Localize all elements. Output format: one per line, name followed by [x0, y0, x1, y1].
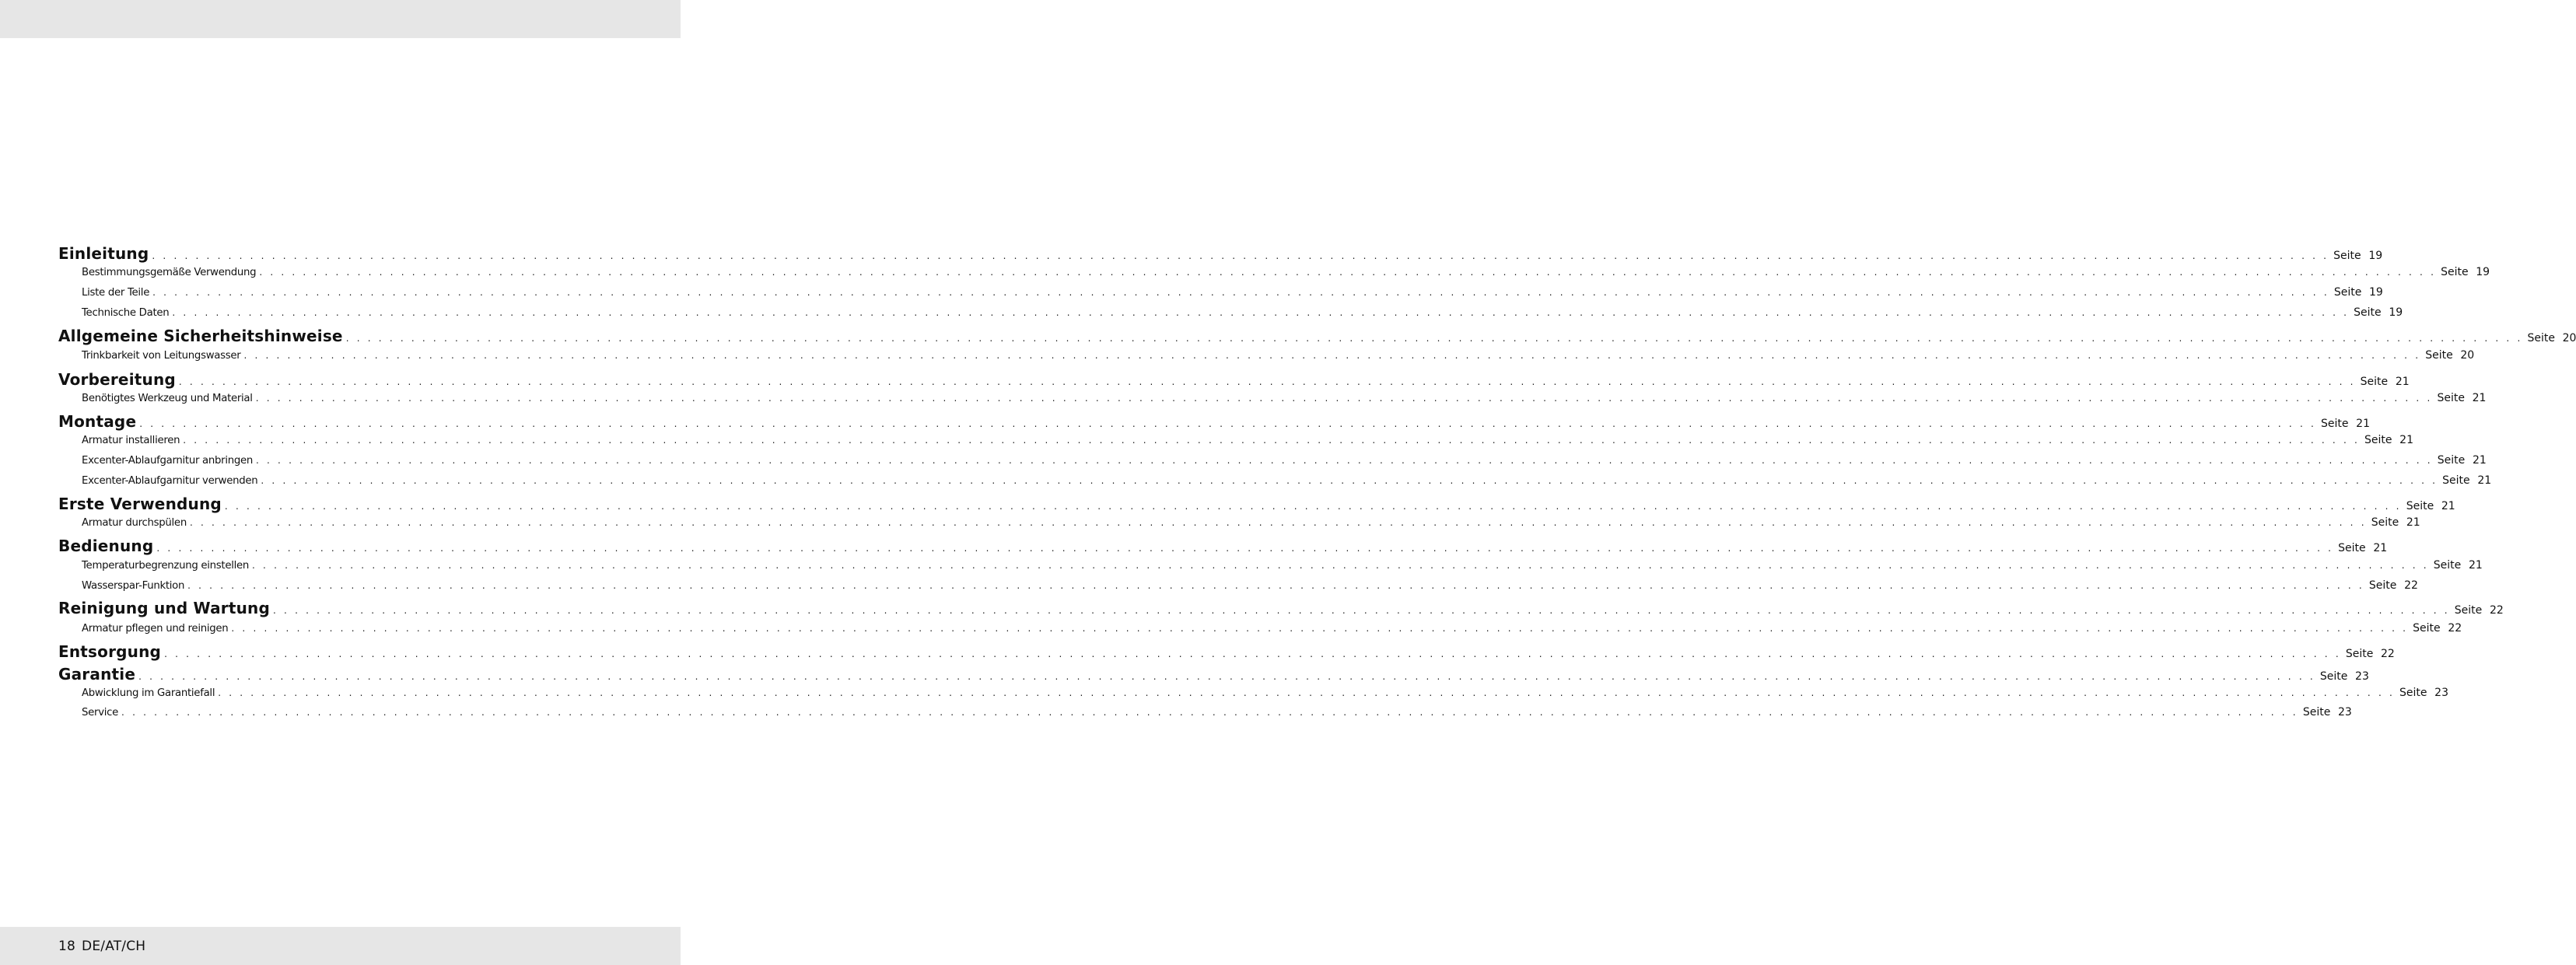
- toc-seite-label: Seite: [2399, 687, 2427, 699]
- toc-seite-label: Seite: [2320, 418, 2349, 430]
- toc-seite-label: Seite: [2354, 306, 2382, 319]
- toc-chapter-entry: [58, 244, 2383, 263]
- toc-section-entry: [82, 349, 2475, 362]
- toc-page-number: 21: [2468, 559, 2483, 572]
- toc-entry-title: Erste Verwendung: [58, 495, 222, 513]
- toc-chapter-entry: [58, 495, 2455, 513]
- dot-leader: . . . . . . . . . . . . . . . . . . . . . . . . . . . . . . . . . . . . . . . . . . . . . . . . . . . . . . . . . . . . . . . . . . . . . . . . . . . . . . . . . . . . . . . . . . . . . . . . . . . . . . . . . . . . . . . . . . . . . . . . . . . . . . . . . . . . . . . . . . . . . . . . . . . . . . . . . . . . . . . . . . . . . . . . . . . . . . . . . . . . . . . . . . . . . . . . . . . . . . . .: [231, 623, 2409, 634]
- toc-entry-title: Abwicklung im Garantiefall: [82, 687, 215, 699]
- toc-page-number: 21: [2356, 418, 2370, 430]
- toc-section-entry: [82, 474, 2492, 487]
- dot-leader: . . . . . . . . . . . . . . . . . . . . . . . . . . . . . . . . . . . . . . . . . . . . . . . . . . . . . . . . . . . . . . . . . . . . . . . . . . . . . . . . . . . . . . . . . . . . . . . . . . . . . . . . . . . . . . . . . . . . . . . . . . . . . . . . . . . . . . . . . . . . . . . . . . . . . . . . . . . . . . . . . . . . . . . . . . . . . . . . . . . . . . . . . . . . . . . . . . . . . . . .: [273, 605, 2450, 616]
- footer-page-number: 18: [58, 939, 76, 954]
- toc-entry-title: Armatur durchspülen: [82, 517, 187, 529]
- toc-entry-title: Garantie: [58, 665, 136, 684]
- toc-page-number: 23: [2434, 687, 2448, 699]
- dot-leader: . . . . . . . . . . . . . . . . . . . . . . . . . . . . . . . . . . . . . . . . . . . . . . . . . . . . . . . . . . . . . . . . . . . . . . . . . . . . . . . . . . . . . . . . . . . . . . . . . . . . . . . . . . . . . . . . . . . . . . . . . . . . . . . . . . . . . . . . . . . . . . . . . . . . . . . . . . . . . . . . . . . . . . . . . . . . . . . . . . . . . . . . . . . . . . . . . . . . . . . .: [255, 393, 2433, 404]
- toc-seite-label: Seite: [2345, 648, 2374, 660]
- toc-page-number: 19: [2476, 266, 2490, 278]
- dot-leader: . . . . . . . . . . . . . . . . . . . . . . . . . . . . . . . . . . . . . . . . . . . . . . . . . . . . . . . . . . . . . . . . . . . . . . . . . . . . . . . . . . . . . . . . . . . . . . . . . . . . . . . . . . . . . . . . . . . . . . . . . . . . . . . . . . . . . . . . . . . . . . . . . . . . . . . . . . . . . . . . . . . . . . . . . . . . . . . . . . . . . . . . . . . . . . . . . . . . . . . .: [224, 501, 2402, 512]
- toc-seite-label: Seite: [2364, 434, 2392, 446]
- toc-seite-label: Seite: [2425, 349, 2453, 362]
- toc-entry-title: Benötigtes Werkzeug und Material: [82, 393, 253, 404]
- toc-seite-label: Seite: [2454, 604, 2483, 617]
- dot-leader: . . . . . . . . . . . . . . . . . . . . . . . . . . . . . . . . . . . . . . . . . . . . . . . . . . . . . . . . . . . . . . . . . . . . . . . . . . . . . . . . . . . . . . . . . . . . . . . . . . . . . . . . . . . . . . . . . . . . . . . . . . . . . . . . . . . . . . . . . . . . . . . . . . . . . . . . . . . . . . . . . . . . . . . . . . . . . . . . . . . . . . . . . . . . . . . . . . . . . . . .: [345, 333, 2523, 344]
- toc-page-number: 21: [2395, 376, 2410, 388]
- toc-page-number: 22: [2381, 648, 2395, 660]
- dot-leader: . . . . . . . . . . . . . . . . . . . . . . . . . . . . . . . . . . . . . . . . . . . . . . . . . . . . . . . . . . . . . . . . . . . . . . . . . . . . . . . . . . . . . . . . . . . . . . . . . . . . . . . . . . . . . . . . . . . . . . . . . . . . . . . . . . . . . . . . . . . . . . . . . . . . . . . . . . . . . . . . . . . . . . . . . . . . . . . . . . . . . . . . . . . . . . . . . . . . . . . .: [259, 267, 2437, 278]
- toc-section-entry: [82, 266, 2490, 278]
- toc-page-number: 22: [2404, 579, 2418, 592]
- toc-seite-label: Seite: [2371, 516, 2399, 529]
- toc-entry-title: Liste der Teile: [82, 287, 150, 299]
- toc-page-number: 21: [2373, 542, 2388, 554]
- toc-page-number: 23: [2355, 670, 2369, 683]
- dot-leader: . . . . . . . . . . . . . . . . . . . . . . . . . . . . . . . . . . . . . . . . . . . . . . . . . . . . . . . . . . . . . . . . . . . . . . . . . . . . . . . . . . . . . . . . . . . . . . . . . . . . . . . . . . . . . . . . . . . . . . . . . . . . . . . . . . . . . . . . . . . . . . . . . . . . . . . . . . . . . . . . . . . . . . . . . . . . . . . . . . . . . . . . . . . . . . . . . . . . . . . .: [164, 649, 2341, 659]
- toc-entry-title: Bedienung: [58, 537, 154, 555]
- toc-entry-title: Montage: [58, 412, 137, 431]
- toc-seite-label: Seite: [2406, 500, 2434, 512]
- toc-entry-title: Wasserspar-Funktion: [82, 580, 185, 592]
- toc-chapter-entry: [58, 412, 2370, 431]
- dot-leader: . . . . . . . . . . . . . . . . . . . . . . . . . . . . . . . . . . . . . . . . . . . . . . . . . . . . . . . . . . . . . . . . . . . . . . . . . . . . . . . . . . . . . . . . . . . . . . . . . . . . . . . . . . . . . . . . . . . . . . . . . . . . . . . . . . . . . . . . . . . . . . . . . . . . . . . . . . . . . . . . . . . . . . . . . . . . . . . . . . . . . . . . . . . . . . . . . . . . . . . .: [121, 707, 2298, 718]
- toc-entry-title: Vorbereitung: [58, 370, 176, 389]
- toc-section-entry: [82, 687, 2448, 699]
- toc-chapter-entry: [58, 642, 2395, 661]
- toc-page-number: 21: [2477, 474, 2492, 487]
- toc-seite-label: Seite: [2441, 266, 2469, 278]
- toc-section-entry: [82, 286, 2383, 299]
- toc-entry-title: Service: [82, 707, 119, 719]
- toc-seite-label: Seite: [2302, 706, 2331, 719]
- dot-leader: . . . . . . . . . . . . . . . . . . . . . . . . . . . . . . . . . . . . . . . . . . . . . . . . . . . . . . . . . . . . . . . . . . . . . . . . . . . . . . . . . . . . . . . . . . . . . . . . . . . . . . . . . . . . . . . . . . . . . . . . . . . . . . . . . . . . . . . . . . . . . . . . . . . . . . . . . . . . . . . . . . . . . . . . . . . . . . . . . . . . . . . . . . . . . . . . . . . . . . . .: [156, 543, 2334, 554]
- toc-seite-label: Seite: [2442, 474, 2470, 487]
- toc-page-number: 21: [2399, 434, 2413, 446]
- toc-entry-title: Technische Daten: [82, 307, 170, 319]
- toc-section-entry: [82, 579, 2418, 592]
- dot-leader: . . . . . . . . . . . . . . . . . . . . . . . . . . . . . . . . . . . . . . . . . . . . . . . . . . . . . . . . . . . . . . . . . . . . . . . . . . . . . . . . . . . . . . . . . . . . . . . . . . . . . . . . . . . . . . . . . . . . . . . . . . . . . . . . . . . . . . . . . . . . . . . . . . . . . . . . . . . . . . . . . . . . . . . . . . . . . . . . . . . . . . . . . . . . . . . . . . . . . . . .: [183, 435, 2360, 446]
- toc-page-number: 21: [2472, 392, 2487, 404]
- dot-leader: . . . . . . . . . . . . . . . . . . . . . . . . . . . . . . . . . . . . . . . . . . . . . . . . . . . . . . . . . . . . . . . . . . . . . . . . . . . . . . . . . . . . . . . . . . . . . . . . . . . . . . . . . . . . . . . . . . . . . . . . . . . . . . . . . . . . . . . . . . . . . . . . . . . . . . . . . . . . . . . . . . . . . . . . . . . . . . . . . . . . . . . . . . . . . . . . . . . . . . . .: [152, 250, 2329, 261]
- toc-entry-title: Armatur installieren: [82, 435, 180, 446]
- toc-seite-label: Seite: [2437, 392, 2465, 404]
- toc-seite-label: Seite: [2319, 670, 2348, 683]
- dot-leader: . . . . . . . . . . . . . . . . . . . . . . . . . . . . . . . . . . . . . . . . . . . . . . . . . . . . . . . . . . . . . . . . . . . . . . . . . . . . . . . . . . . . . . . . . . . . . . . . . . . . . . . . . . . . . . . . . . . . . . . . . . . . . . . . . . . . . . . . . . . . . . . . . . . . . . . . . . . . . . . . . . . . . . . . . . . . . . . . . . . . . . . . . . . . . . . . . . . . . . . .: [139, 418, 2316, 429]
- footer: [58, 939, 145, 954]
- toc-page-number: 19: [2389, 306, 2403, 319]
- toc-section-entry: [82, 434, 2413, 446]
- toc-chapter-entry: [58, 599, 2504, 617]
- toc-page-number: 21: [2472, 454, 2487, 467]
- toc-seite-label: Seite: [2333, 250, 2361, 262]
- toc-chapter-entry: [58, 537, 2388, 555]
- toc-section-entry: [82, 622, 2462, 635]
- toc-seite-label: Seite: [2368, 579, 2397, 592]
- toc-seite-label: Seite: [2338, 542, 2366, 554]
- toc-page-number: 20: [2460, 349, 2475, 362]
- toc-page-number: 20: [2562, 332, 2576, 344]
- dot-leader: . . . . . . . . . . . . . . . . . . . . . . . . . . . . . . . . . . . . . . . . . . . . . . . . . . . . . . . . . . . . . . . . . . . . . . . . . . . . . . . . . . . . . . . . . . . . . . . . . . . . . . . . . . . . . . . . . . . . . . . . . . . . . . . . . . . . . . . . . . . . . . . . . . . . . . . . . . . . . . . . . . . . . . . . . . . . . . . . . . . . . . . . . . . . . . . . . . . . . . . .: [218, 687, 2395, 698]
- dot-leader: . . . . . . . . . . . . . . . . . . . . . . . . . . . . . . . . . . . . . . . . . . . . . . . . . . . . . . . . . . . . . . . . . . . . . . . . . . . . . . . . . . . . . . . . . . . . . . . . . . . . . . . . . . . . . . . . . . . . . . . . . . . . . . . . . . . . . . . . . . . . . . . . . . . . . . . . . . . . . . . . . . . . . . . . . . . . . . . . . . . . . . . . . . . . . . . . . . . . . . . .: [172, 307, 2350, 318]
- toc-section-entry: [82, 454, 2487, 467]
- dot-leader: . . . . . . . . . . . . . . . . . . . . . . . . . . . . . . . . . . . . . . . . . . . . . . . . . . . . . . . . . . . . . . . . . . . . . . . . . . . . . . . . . . . . . . . . . . . . . . . . . . . . . . . . . . . . . . . . . . . . . . . . . . . . . . . . . . . . . . . . . . . . . . . . . . . . . . . . . . . . . . . . . . . . . . . . . . . . . . . . . . . . . . . . . . . . . . . . . . . . . . . .: [187, 580, 2364, 591]
- toc-section-entry: [82, 516, 2420, 529]
- toc-seite-label: Seite: [2333, 286, 2362, 299]
- toc-entry-title: Excenter-Ablaufgarnitur anbringen: [82, 455, 253, 467]
- toc-entry-title: Excenter-Ablaufgarnitur verwenden: [82, 475, 258, 487]
- dot-leader: . . . . . . . . . . . . . . . . . . . . . . . . . . . . . . . . . . . . . . . . . . . . . . . . . . . . . . . . . . . . . . . . . . . . . . . . . . . . . . . . . . . . . . . . . . . . . . . . . . . . . . . . . . . . . . . . . . . . . . . . . . . . . . . . . . . . . . . . . . . . . . . . . . . . . . . . . . . . . . . . . . . . . . . . . . . . . . . . . . . . . . . . . . . . . . . . . . . . . . . .: [152, 287, 2329, 298]
- dot-leader: . . . . . . . . . . . . . . . . . . . . . . . . . . . . . . . . . . . . . . . . . . . . . . . . . . . . . . . . . . . . . . . . . . . . . . . . . . . . . . . . . . . . . . . . . . . . . . . . . . . . . . . . . . . . . . . . . . . . . . . . . . . . . . . . . . . . . . . . . . . . . . . . . . . . . . . . . . . . . . . . . . . . . . . . . . . . . . . . . . . . . . . . . . . . . . . . . . . . . . . .: [189, 517, 2367, 528]
- toc-seite-label: Seite: [2413, 622, 2441, 635]
- toc-section-entry: [82, 559, 2483, 572]
- toc-seite-label: Seite: [2433, 559, 2462, 572]
- dot-leader: . . . . . . . . . . . . . . . . . . . . . . . . . . . . . . . . . . . . . . . . . . . . . . . . . . . . . . . . . . . . . . . . . . . . . . . . . . . . . . . . . . . . . . . . . . . . . . . . . . . . . . . . . . . . . . . . . . . . . . . . . . . . . . . . . . . . . . . . . . . . . . . . . . . . . . . . . . . . . . . . . . . . . . . . . . . . . . . . . . . . . . . . . . . . . . . . . . . . . . . .: [256, 455, 2433, 466]
- toc-entry-title: Temperaturbegrenzung einstellen: [82, 560, 250, 572]
- toc-entry-title: Einleitung: [58, 244, 149, 263]
- toc-entry-title: Bestimmungsgemäße Verwendung: [82, 267, 257, 278]
- toc-chapter-entry: [58, 665, 2369, 684]
- toc-page-number: 22: [2489, 604, 2504, 617]
- toc-page-number: 19: [2368, 250, 2383, 262]
- toc-entry-title: Reinigung und Wartung: [58, 599, 271, 617]
- toc-section-entry: [82, 306, 2403, 319]
- toc-page-number: 19: [2369, 286, 2383, 299]
- toc-chapter-entry: [58, 370, 2410, 389]
- toc-entry-title: Allgemeine Sicherheitshinweise: [58, 327, 343, 345]
- toc-page-number: 23: [2337, 706, 2352, 719]
- dot-leader: . . . . . . . . . . . . . . . . . . . . . . . . . . . . . . . . . . . . . . . . . . . . . . . . . . . . . . . . . . . . . . . . . . . . . . . . . . . . . . . . . . . . . . . . . . . . . . . . . . . . . . . . . . . . . . . . . . . . . . . . . . . . . . . . . . . . . . . . . . . . . . . . . . . . . . . . . . . . . . . . . . . . . . . . . . . . . . . . . . . . . . . . . . . . . . . . . . . . . . . .: [252, 560, 2429, 571]
- toc-page-number: 21: [2441, 500, 2455, 512]
- toc-entry-title: Armatur pflegen und reinigen: [82, 623, 229, 635]
- dot-leader: . . . . . . . . . . . . . . . . . . . . . . . . . . . . . . . . . . . . . . . . . . . . . . . . . . . . . . . . . . . . . . . . . . . . . . . . . . . . . . . . . . . . . . . . . . . . . . . . . . . . . . . . . . . . . . . . . . . . . . . . . . . . . . . . . . . . . . . . . . . . . . . . . . . . . . . . . . . . . . . . . . . . . . . . . . . . . . . . . . . . . . . . . . . . . . . . . . . . . . . .: [243, 350, 2421, 361]
- toc-seite-label: Seite: [2360, 376, 2389, 388]
- toc-seite-label: Seite: [2527, 332, 2555, 344]
- toc-entry-title: Trinkbarkeit von Leitungswasser: [82, 350, 241, 362]
- dot-leader: . . . . . . . . . . . . . . . . . . . . . . . . . . . . . . . . . . . . . . . . . . . . . . . . . . . . . . . . . . . . . . . . . . . . . . . . . . . . . . . . . . . . . . . . . . . . . . . . . . . . . . . . . . . . . . . . . . . . . . . . . . . . . . . . . . . . . . . . . . . . . . . . . . . . . . . . . . . . . . . . . . . . . . . . . . . . . . . . . . . . . . . . . . . . . . . . . . . . . . . .: [138, 671, 2315, 682]
- toc-seite-label: Seite: [2437, 454, 2466, 467]
- toc-entry-title: Entsorgung: [58, 642, 162, 661]
- dot-leader: . . . . . . . . . . . . . . . . . . . . . . . . . . . . . . . . . . . . . . . . . . . . . . . . . . . . . . . . . . . . . . . . . . . . . . . . . . . . . . . . . . . . . . . . . . . . . . . . . . . . . . . . . . . . . . . . . . . . . . . . . . . . . . . . . . . . . . . . . . . . . . . . . . . . . . . . . . . . . . . . . . . . . . . . . . . . . . . . . . . . . . . . . . . . . . . . . . . . . . . .: [261, 475, 2438, 486]
- toc-page-number: 21: [2406, 516, 2420, 529]
- footer-region: DE/AT/CH: [82, 939, 146, 954]
- dot-leader: . . . . . . . . . . . . . . . . . . . . . . . . . . . . . . . . . . . . . . . . . . . . . . . . . . . . . . . . . . . . . . . . . . . . . . . . . . . . . . . . . . . . . . . . . . . . . . . . . . . . . . . . . . . . . . . . . . . . . . . . . . . . . . . . . . . . . . . . . . . . . . . . . . . . . . . . . . . . . . . . . . . . . . . . . . . . . . . . . . . . . . . . . . . . . . . . . . . . . . . .: [178, 376, 2356, 387]
- toc-section-entry: [82, 392, 2487, 404]
- toc-chapter-entry: [58, 327, 2576, 345]
- toc-section-entry: [82, 706, 2352, 719]
- toc-page-number: 22: [2448, 622, 2462, 635]
- header-band: [0, 0, 681, 38]
